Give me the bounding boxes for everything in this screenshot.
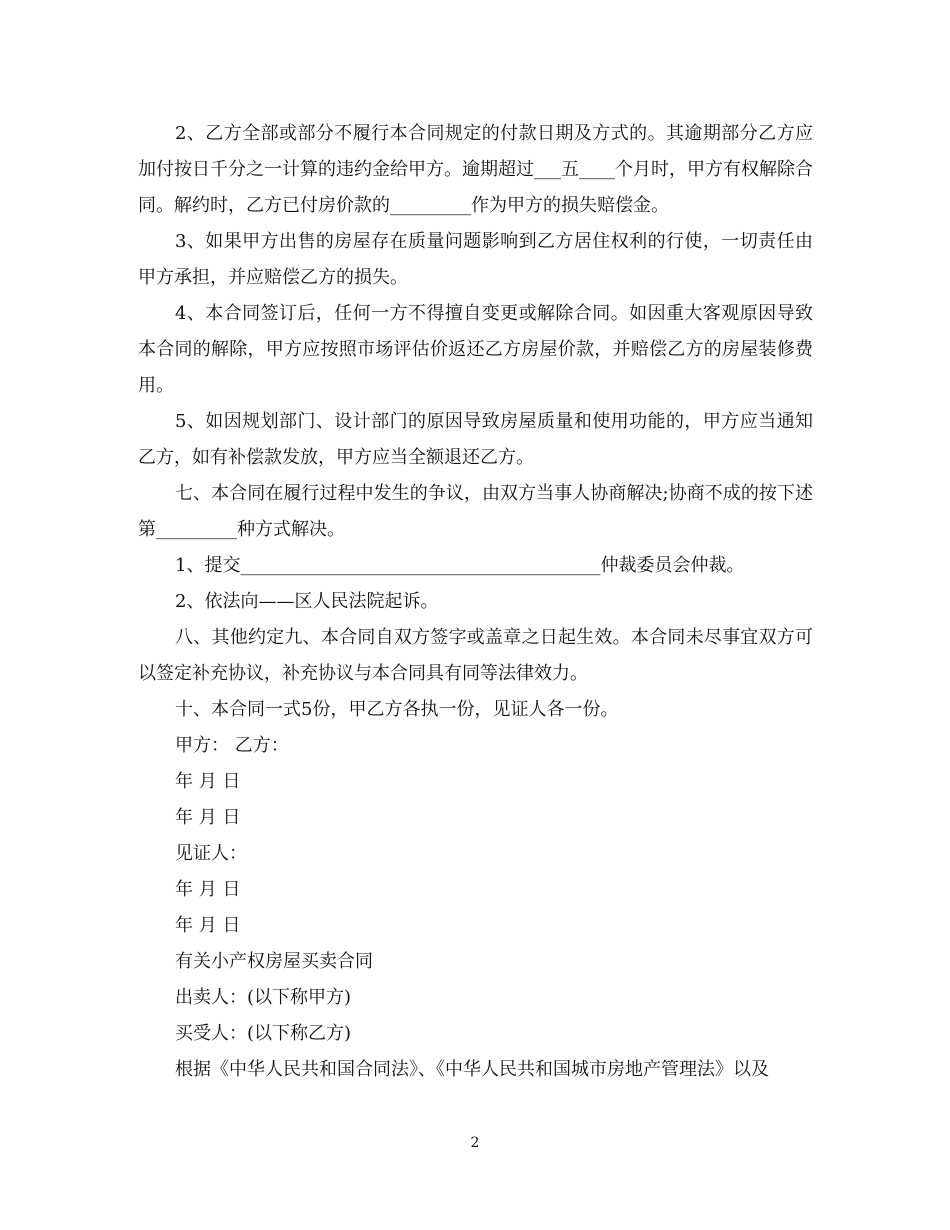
paragraph-legal-basis: 根据《中华人民共和国合同法》、《中华人民共和国城市房地产管理法》以及 [175, 1059, 769, 1080]
signature-date: 年 月 日 [175, 807, 241, 828]
paragraph-quality-issue: 3、如果甲方出售的房屋存在质量问题影响到乙方居住权利的行使，一切责任由甲方承担，并应赔偿乙方的损失。 [138, 231, 813, 288]
page-number: 2 [470, 1135, 480, 1151]
buyer-line: 买受人：(以下称乙方) [175, 1023, 352, 1044]
paragraph-copies: 十、本合同一式5份，甲乙方各执一份，见证人各一份。 [175, 699, 619, 720]
paragraph-breach-payment: 2、乙方全部或部分不履行本合同规定的付款日期及方式的。其逾期部分乙方应加付按日千分之一计算的违约金给甲方。逾期超过___五____个月时，甲方有权解除合同。解约时，乙方已付房价款的_________作为甲方的损失赔偿金。 [138, 123, 813, 216]
signature-date: 年 月 日 [175, 879, 241, 900]
signature-witness: 见证人： [175, 843, 247, 864]
paragraph-other-terms: 八、其他约定九、本合同自双方签字或盖章之日起生效。本合同未尽事宜双方可以签定补充协议，补充协议与本合同具有同等法律效力。 [138, 627, 813, 684]
paragraph-dispute-resolution: 七、本合同在履行过程中发生的争议，由双方当事人协商解决;协商不成的按下述第_________种方式解决。 [138, 483, 813, 540]
signature-parties: 甲方： 乙方： [175, 735, 289, 756]
seller-line: 出卖人：(以下称甲方) [175, 987, 352, 1008]
contract-title: 有关小产权房屋买卖合同 [175, 951, 373, 972]
signature-date: 年 月 日 [175, 771, 241, 792]
paragraph-court: 2、依法向——区人民法院起诉。 [175, 591, 439, 612]
document-body [138, 116, 813, 1088]
paragraph-arbitration: 1、提交________________________________________仲裁委员会仲裁。 [175, 555, 745, 576]
signature-date: 年 月 日 [175, 915, 241, 936]
paragraph-no-modification: 4、本合同签订后，任何一方不得擅自变更或解除合同。如因重大客观原因导致本合同的解除，甲方应按照市场评估价返还乙方房屋价款，并赔偿乙方的房屋装修费用。 [138, 303, 813, 396]
paragraph-planning-dept: 5、如因规划部门、设计部门的原因导致房屋质量和使用功能的，甲方应当通知乙方，如有补偿款发放，甲方应当全额退还乙方。 [138, 411, 813, 468]
